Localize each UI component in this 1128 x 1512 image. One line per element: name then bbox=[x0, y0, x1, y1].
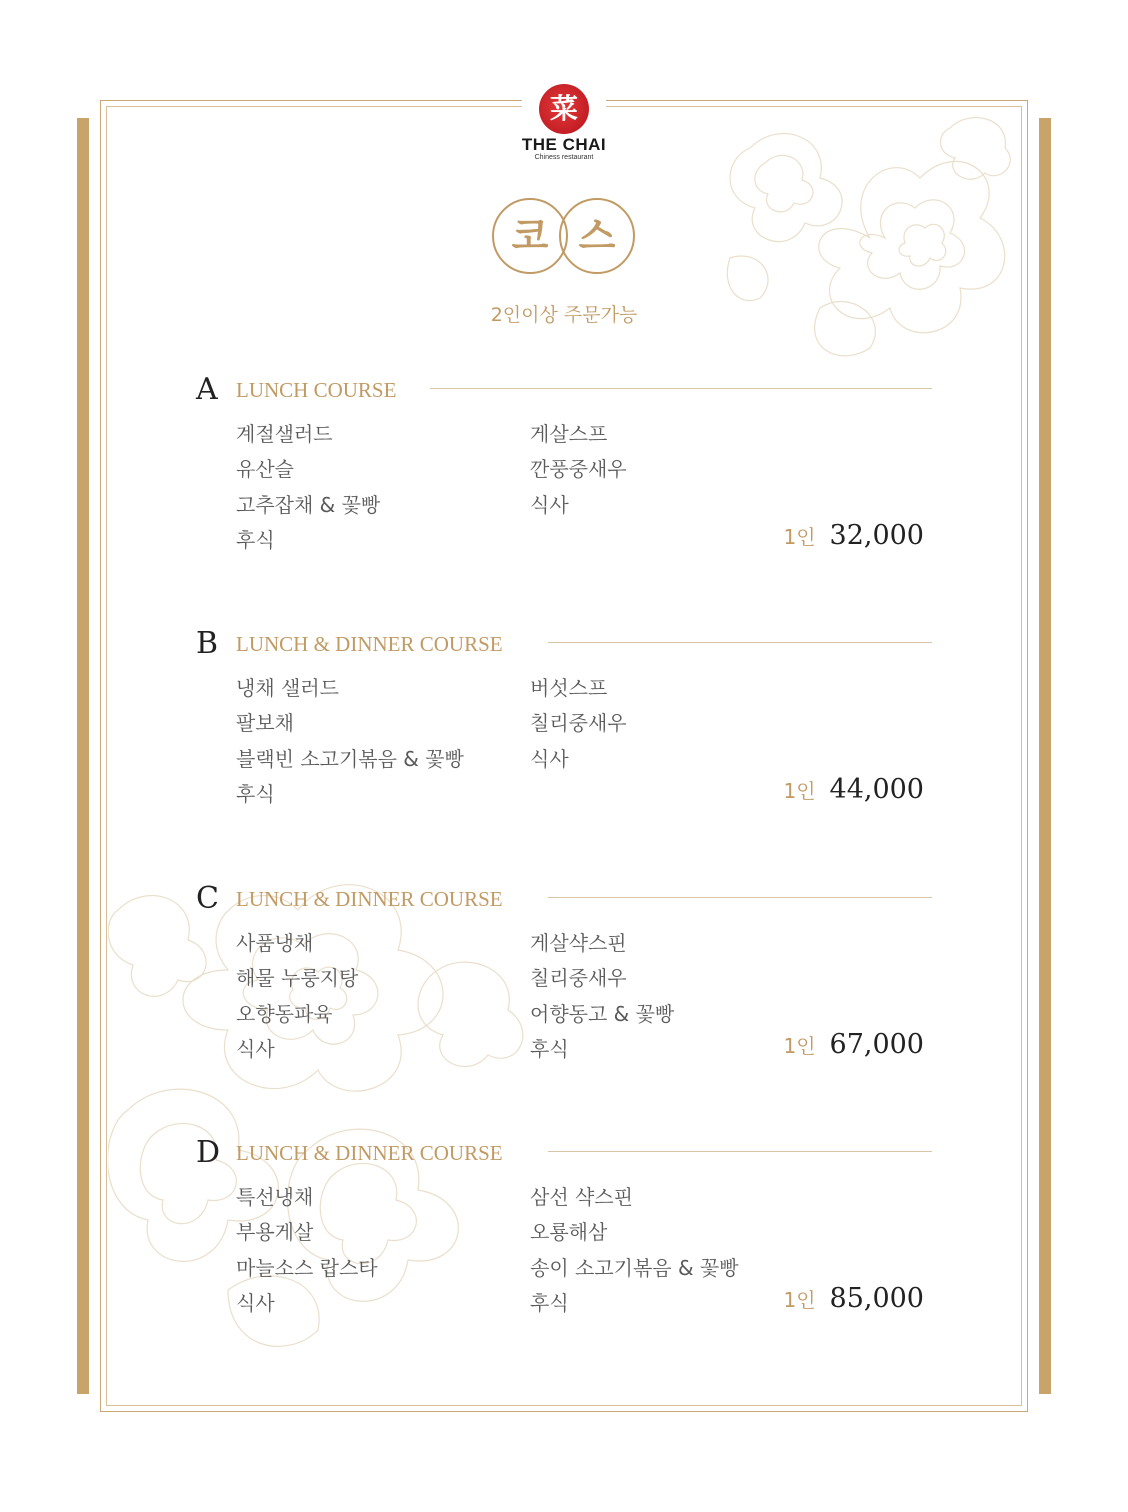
price-value: 67,000 bbox=[829, 1029, 924, 1060]
menu-item: 식사 bbox=[236, 1037, 275, 1061]
course-letter: B bbox=[196, 626, 219, 661]
menu-item: 식사 bbox=[236, 1291, 275, 1315]
course-title: LUNCH COURSE bbox=[236, 378, 397, 402]
course-items bbox=[196, 422, 936, 566]
course-a bbox=[196, 372, 936, 566]
course-d bbox=[196, 1135, 936, 1329]
menu-item: 후식 bbox=[530, 1037, 569, 1061]
course-price bbox=[783, 1029, 924, 1060]
divider-line bbox=[430, 388, 932, 389]
course-items bbox=[196, 1185, 936, 1329]
course-header bbox=[196, 1135, 936, 1171]
brand-tagline: Chiness restaurant bbox=[534, 154, 594, 161]
menu-item: 고추잡채 & 꽃빵 bbox=[236, 493, 381, 517]
right-gold-bar bbox=[1039, 118, 1051, 1394]
course-c bbox=[196, 881, 936, 1075]
menu-item: 송이 소고기볶음 & 꽃빵 bbox=[530, 1256, 739, 1280]
divider-line bbox=[548, 897, 932, 898]
price-value: 44,000 bbox=[829, 774, 924, 805]
menu-item: 칠리중새우 bbox=[530, 711, 627, 735]
title-char-1: 코 bbox=[492, 198, 568, 274]
menu-item: 게살스프 bbox=[530, 422, 608, 446]
course-letter: A bbox=[196, 372, 218, 407]
menu-item: 깐풍중새우 bbox=[530, 457, 627, 481]
course-letter: C bbox=[196, 881, 219, 916]
course-header bbox=[196, 881, 936, 917]
menu-item: 부용게살 bbox=[236, 1220, 314, 1244]
course-title: LUNCH & DINNER COURSE bbox=[236, 1141, 503, 1165]
divider-line bbox=[548, 642, 932, 643]
menu-item: 계절샐러드 bbox=[236, 422, 333, 446]
price-unit: 1인 bbox=[783, 779, 816, 803]
menu-item: 후식 bbox=[530, 1291, 569, 1315]
menu-item: 식사 bbox=[530, 747, 569, 771]
restaurant-logo bbox=[504, 84, 624, 162]
menu-item: 식사 bbox=[530, 493, 569, 517]
menu-item: 후식 bbox=[236, 528, 275, 552]
course-price bbox=[783, 520, 924, 551]
menu-item: 팔보채 bbox=[236, 711, 294, 735]
price-value: 85,000 bbox=[829, 1283, 924, 1314]
course-b bbox=[196, 626, 936, 820]
menu-item: 해물 누룽지탕 bbox=[236, 966, 359, 990]
menu-item: 특선냉채 bbox=[236, 1185, 314, 1209]
order-minimum-note: 2인이상 주문가능 bbox=[490, 304, 638, 326]
course-price bbox=[783, 774, 924, 805]
course-items bbox=[196, 931, 936, 1075]
divider-line bbox=[548, 1151, 932, 1152]
course-title: LUNCH & DINNER COURSE bbox=[236, 632, 503, 656]
menu-item: 마늘소스 랍스타 bbox=[236, 1256, 378, 1280]
course-items bbox=[196, 676, 936, 820]
title-char-2: 스 bbox=[559, 198, 635, 274]
course-letter: D bbox=[196, 1135, 221, 1170]
menu-item: 어향동고 & 꽃빵 bbox=[530, 1002, 675, 1026]
price-unit: 1인 bbox=[783, 525, 816, 549]
logo-seal-icon: 菜 bbox=[539, 84, 589, 134]
menu-item: 버섯스프 bbox=[530, 676, 608, 700]
price-unit: 1인 bbox=[783, 1288, 816, 1312]
price-value: 32,000 bbox=[829, 520, 924, 551]
menu-item: 삼선 샥스핀 bbox=[530, 1185, 633, 1209]
menu-item: 오룡해삼 bbox=[530, 1220, 608, 1244]
course-price bbox=[783, 1283, 924, 1314]
course-title: LUNCH & DINNER COURSE bbox=[236, 887, 503, 911]
menu-item: 게살샥스핀 bbox=[530, 931, 627, 955]
price-unit: 1인 bbox=[783, 1034, 816, 1058]
menu-item: 블랙빈 소고기볶음 & 꽃빵 bbox=[236, 747, 464, 771]
menu-item: 유산슬 bbox=[236, 457, 294, 481]
menu-item: 오향동파육 bbox=[236, 1002, 333, 1026]
menu-item: 칠리중새우 bbox=[530, 966, 627, 990]
course-header bbox=[196, 626, 936, 662]
left-gold-bar bbox=[77, 118, 89, 1394]
menu-item: 냉채 샐러드 bbox=[236, 676, 339, 700]
brand-name: THE CHAI bbox=[521, 135, 607, 154]
menu-item: 후식 bbox=[236, 782, 275, 806]
course-header bbox=[196, 372, 936, 408]
menu-item: 사품냉채 bbox=[236, 931, 314, 955]
